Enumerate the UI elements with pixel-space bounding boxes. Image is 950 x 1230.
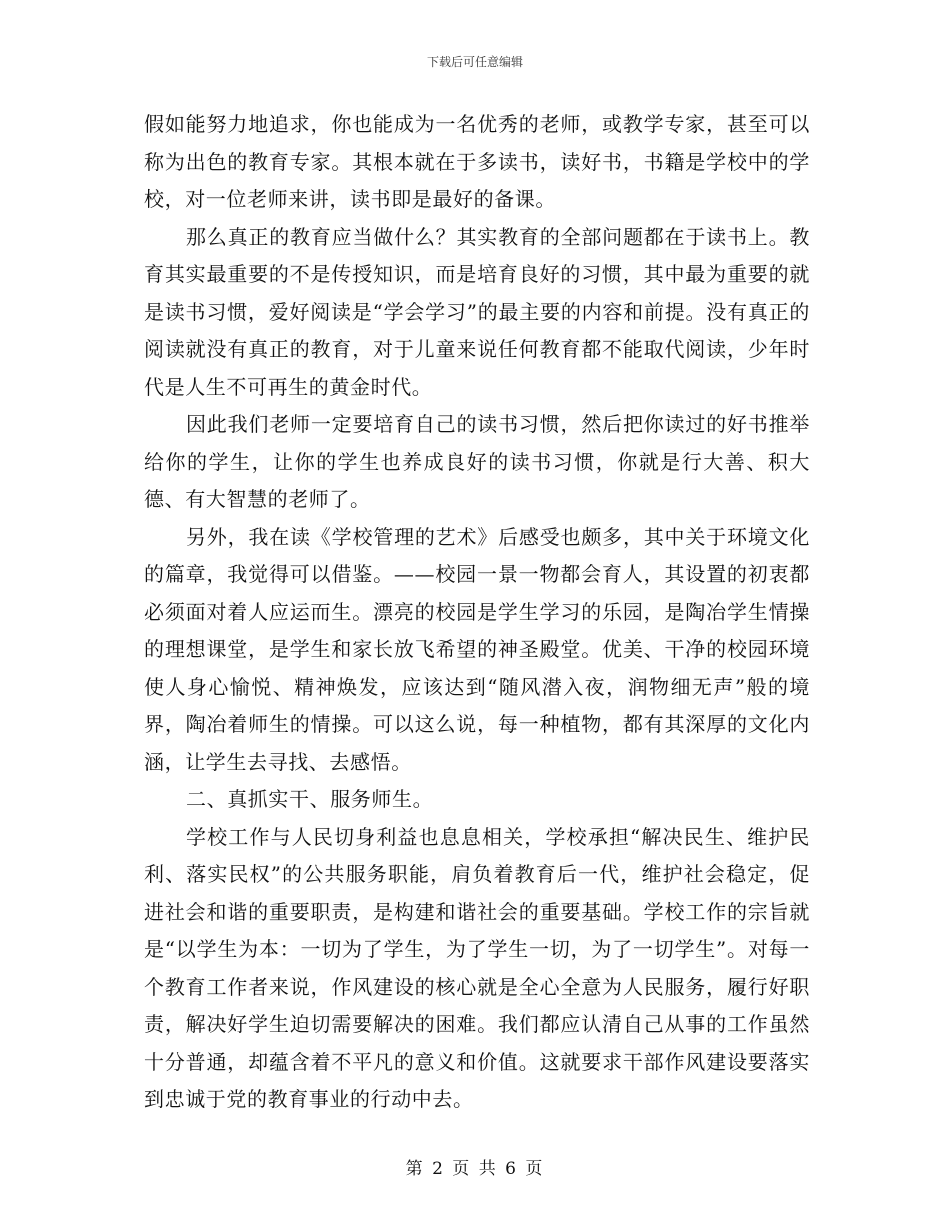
paragraph-4: 另外，我在读《学校管理的艺术》后感受也颇多，其中关于环境文化的篇章，我觉得可以借鉴。——校园一景一物都会育人，其设置的初衷都必须面对着人应运而生。漂亮的校园是学生学习的乐园，是陶冶学生情操的理想课堂，是学生和家长放飞希望的神圣殿堂。优美、干净的校园环境使人身心愉悦、精神焕发，应该达到“随风潜入夜，润物细无声”般的境界，陶冶着师生的情操。可以这么说，每一种植物，都有其深厚的文化内涵，让学生去寻找、去感悟。: [144, 524, 810, 774]
section-heading: 二、真抓实干、服务师生。: [186, 787, 434, 811]
paragraph-3: 因此我们老师一定要培育自己的读书习惯，然后把你读过的好书推举给你的学生，让你的学生也养成良好的读书习惯，你就是行大善、积大德、有大智慧的老师了。: [144, 412, 810, 511]
body-text: [144, 106, 810, 1119]
paragraph-2: 那么真正的教育应当做什么？其实教育的全部问题都在于读书上。教育其实最重要的不是传授知识，而是培育良好的习惯，其中最为重要的就是读书习惯，爱好阅读是“学会学习”的最主要的内容和前提。没有真正的阅读就没有真正的教育，对于儿童来说任何教育都不能取代阅读，少年时代是人生不可再生的黄金时代。: [144, 224, 810, 399]
page-header: 下载后可任意编辑: [426, 55, 523, 69]
paragraph-5: 学校工作与人民切身利益也息息相关，学校承担“解决民生、维护民利、落实民权”的公共服务职能，肩负着教育后一代，维护社会稳定，促进社会和谐的重要职责，是构建和谐社会的重要基础。学校工作的宗旨就是“以学生为本：一切为了学生，为了学生一切，为了一切学生”。对每一个教育工作者来说，作风建设的核心就是全心全意为人民服务，履行好职责，解决好学生迫切需要解决的困难。我们都应认清自己从事的工作虽然十分普通，却蕴含着不平凡的意义和价值。这就要求干部作风建设要落实到忠诚于党的教育事业的行动中去。: [144, 824, 810, 1111]
page-number: 第 2 页 共 6 页: [405, 1159, 545, 1179]
paragraph-1: 假如能努力地追求，你也能成为一名优秀的老师，或教学专家，甚至可以称为出色的教育专家。其根本就在于多读书，读好书，书籍是学校中的学校，对一位老师来讲，读书即是最好的备课。: [144, 112, 810, 211]
